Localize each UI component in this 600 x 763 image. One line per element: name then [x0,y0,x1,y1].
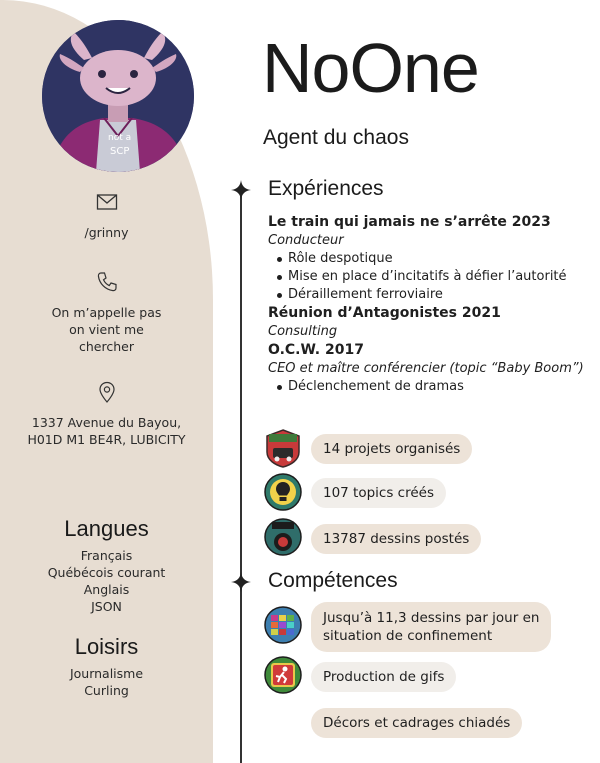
experience-list [268,213,588,396]
stat-pill: 13787 dessins postés [311,524,481,554]
contact-address [0,380,213,448]
skill-pill: Décors et cadrages chiadés [311,708,522,738]
page-subtitle: Agent du chaos [263,126,409,149]
skill-pill: Production de gifs [311,662,456,692]
hobbies-section [0,634,213,699]
competences-heading: Compétences [268,569,398,592]
map-pin-icon [95,380,119,404]
language-item: Français [80,548,133,563]
avatar [42,20,194,172]
timeline-line [240,185,242,763]
skill-line: situation de confinement [323,628,493,644]
page-title: NoOne [262,29,479,107]
phone-line-2: on vient me [69,322,144,337]
svg-text:SCP: SCP [110,146,130,157]
sparkle-icon [231,180,251,200]
phone-line-3: chercher [79,339,134,354]
lightbulb-badge-icon [263,472,303,512]
hobbies-heading: Loisirs [74,634,139,659]
train-badge-icon [263,428,303,468]
sparkle-icon [231,572,251,592]
hobby-item: Curling [84,683,129,698]
language-item: Québécois courant [47,565,166,580]
address-line-2: H01D M1 BE4R, LUBICITY [27,432,186,447]
job-bullet: Déclenchement de dramas [274,378,588,396]
job-title: Réunion d’Antagonistes 2021 [268,305,501,321]
job-entry [268,341,588,396]
job-role: Consulting [268,324,338,339]
job-title: O.C.W. 2017 [268,342,364,358]
job-bullets [268,250,588,304]
languages-heading: Langues [64,516,149,541]
job-role: Conducteur [268,233,344,248]
job-bullet: Déraillement ferroviaire [274,286,588,304]
stat-pill: 14 projets organisés [311,434,472,464]
stat-pill: 107 topics créés [311,478,446,508]
language-item: Anglais [83,582,130,597]
skill-pill [311,602,551,652]
phone-line-1: On m’appelle pas [51,305,162,320]
languages-section [0,516,213,615]
job-role: CEO et maître conférencier (topic “Baby Boom”) [268,361,584,376]
axolotl-portrait [42,20,194,172]
contact-phone [0,270,213,355]
handle-text: /grinny [84,225,129,240]
hobby-item: Journalisme [69,666,144,681]
address-line-1: 1337 Avenue du Bayou, [31,415,182,430]
job-entry [268,213,588,304]
language-item: JSON [91,599,122,614]
mail-icon [95,190,119,214]
contact-email [0,190,213,241]
job-bullet: Mise en place d’incitatifs à défier l’autorité [274,268,588,286]
svg-text:not a: not a [108,133,132,143]
job-bullets [268,378,588,396]
counter-badge-icon [263,517,303,557]
job-entry [268,304,588,341]
job-title: Le train qui jamais ne s’arrête 2023 [268,214,551,230]
skill-line: Jusqu’à 11,3 dessins par jour en [323,610,540,626]
job-bullet: Rôle despotique [274,250,588,268]
drawings-badge-icon [263,605,303,645]
phone-icon [95,270,119,294]
runner-badge-icon [263,655,303,695]
experience-heading: Expériences [268,177,384,200]
